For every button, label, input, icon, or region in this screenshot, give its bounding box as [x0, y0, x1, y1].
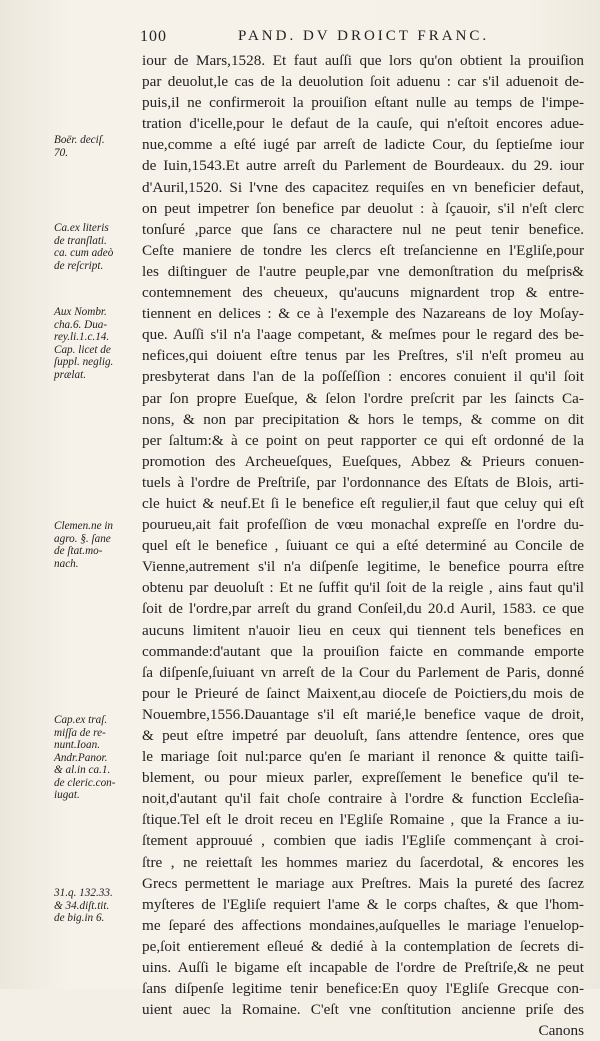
margin-note-line: cha.6. Dua-	[54, 318, 108, 331]
margin-note-line: agro. §. ſane	[54, 532, 111, 545]
margin-note-line: 70.	[54, 146, 68, 159]
margin-note-line: de ſtat.mo-	[54, 545, 103, 557]
margin-note-line: prælat.	[54, 368, 87, 381]
text-line: contemnement des cheueux, qu'aucuns mignardent trop & entre-	[142, 284, 584, 302]
margin-note-line: rey.li.1.c.14.	[54, 331, 110, 343]
text-line: par deuolut,le cas de la deuolution ſoit aduenu : car s'il aduenoit de-	[142, 73, 584, 91]
text-line: que. Auſſi s'il n'a l'aage competant, & meſmes pour le regard des be-	[142, 326, 584, 344]
text-line: par ſon propre Eueſque, & ſelon l'ordre preſcrit par les ſaincts Ca-	[142, 389, 584, 407]
body-text	[142, 50, 584, 1041]
text-line: iour de Mars,1528. Et faut auſſi que lors qu'on obtient la prouiſion	[142, 52, 584, 69]
text-line: on peut impetrer ſon benefice par deuolut : à ſçauoir, s'il n'eſt clerc	[142, 199, 584, 217]
text-line: tiennent en delices : & ce à l'exemple des Nazareans de loy Moſay-	[142, 305, 584, 323]
margin-note-line: Cap.ex traſ.	[54, 714, 108, 726]
text-line: ſans diſpenſe legitime tenir benefice:En quoy l'Egliſe Grecque con-	[142, 980, 584, 998]
text-line: me ſeparé des affections mondaines,auſquelles le mariage l'enuelop-	[142, 916, 584, 934]
text-line: presbyterat dans l'an de la poſſeſſion : encores conuient il qu'il ſoit	[142, 368, 584, 386]
margin-note-boer	[54, 134, 140, 159]
text-line: tration d'icelle,pour le defaut de la cauſe, qui n'eſtoit encores adue-	[142, 115, 584, 133]
text-line: cle huict & neuf.Et ſi le benefice eſt regulier,il faut que celuy qui eſt	[142, 494, 584, 512]
text-line: & peut eſtre impetré par deuoluſt, ſans attendre ſentence, ores que	[142, 727, 584, 744]
text-line: Nouembre,1556.Dauantage s'il eſt marié,le benefice vaque de droit,	[142, 705, 584, 723]
margin-note-line: de reſcript.	[54, 259, 104, 272]
text-line: d'Auril,1520. Si l'vne des capacitez requiſes en vn beneficier defaut,	[142, 178, 584, 196]
text-line: obtenu par deuoluſt : Et ne ſuffit qu'il ſoit de la reigle , ains faut qu'il	[142, 579, 584, 597]
margin-note-line: & al.in ca.1.	[54, 764, 111, 776]
margin-note-ca-ex-literis	[54, 222, 140, 272]
text-line: de Iuin,1543.Et autre arreſt du Parlement de Bourdeaux. du 29. iour	[142, 157, 584, 175]
text-line: ſtique.Tel eſt le droit receu en l'Egliſe Romaine , que la France a iu-	[142, 811, 584, 829]
text-line: tuels à l'ordre de Preſtriſe, par l'ordonnance des Eſtats de Blois, arti-	[142, 473, 584, 491]
text-line: noit,d'autant qu'il fait choſe contraire à l'ordre & function Eccleſia-	[142, 790, 584, 808]
margin-note-line: de cleric.con-	[54, 776, 116, 789]
margin-note-line: nach.	[54, 557, 79, 570]
margin-note-31-q	[54, 887, 140, 925]
text-line: pour le Prieuré de ſainct Maixent,au dioceſe de Poictiers,du mois de	[142, 684, 584, 702]
page-number: 100	[140, 28, 167, 45]
margin-note-line: Cap. licet de	[54, 343, 111, 356]
margin-note-line: Ca.ex literis	[54, 222, 109, 234]
margin-note-line: nunt.Ioan.	[54, 739, 100, 751]
margin-note-line: Clemen.ne in	[54, 520, 114, 532]
margin-note-line: de big.in 6.	[54, 912, 105, 924]
text-line: ſoit de l'ordre,par arreſt du grand Conſeil,du 20.d Auril, 1583. ce que	[142, 600, 584, 618]
margin-note-line: 31.q. 132.33.	[54, 887, 113, 899]
text-line: puis,il ne confirmeroit la prouiſion eſtant nulle au temps de l'impe-	[142, 94, 584, 112]
margin-note-line: ſuppl. neglig.	[54, 356, 114, 368]
text-line: per ſaltum:& à ce point on peut rapporter ce qui eſt ordonné de la	[142, 431, 584, 449]
text-line: le mariage ſoit nul:parce qu'en ſe mariant il renonce & quitte taiſi-	[142, 748, 584, 766]
text-line: blement, ou pour mieux parler, expreſſement le benefice qu'il te-	[142, 769, 584, 787]
text-line: les diſtinguer de l'autre peuple,par vne demonſtration du meſpris&	[142, 262, 584, 280]
margin-note-line: Andr.Panor.	[54, 751, 108, 764]
text-line: tonſuré ,parce que ſans ce charactere nul ne peut tenir benefice.	[142, 220, 584, 238]
text-line: pe,ſoit entierement eſleué & dedié à la contemplation de ſecrets di-	[142, 937, 584, 955]
margin-note-line: de tranſlati.	[54, 234, 107, 247]
text-line: pourueu,ait fait profeſſion de vœu monachal expreſſe en l'ordre du-	[142, 516, 584, 534]
text-line: nefices,qui doiuent eſtre tenus par les Preſtres, s'il n'eſt promeu au	[142, 347, 584, 365]
text-line: uins. Auſſi le bigame eſt incapable de l'ordre de Preſtriſe,& ne peut	[142, 959, 584, 977]
page-header	[140, 28, 580, 50]
text-line: commande:d'autant que la prouiſion faicte en commande emporte	[142, 642, 584, 660]
text-line: ſtre , ne reiettaſt les hommes mariez du ſacerdotal, & encores les	[142, 853, 584, 871]
margin-note-line: iugat.	[54, 789, 80, 801]
text-line: nons, & non par precipitation & hors le temps, & comme on dit	[142, 410, 584, 428]
text-line: Canons	[538, 1022, 584, 1040]
text-line: Vienne,autrement s'il n'a diſpenſe legitime, le benefice pourra eſtre	[142, 558, 584, 576]
margin-note-line: ca. cum adeò	[54, 247, 114, 259]
margin-note-line: Aux Nombr.	[54, 306, 107, 318]
margin-note-line: Boër. deciſ.	[54, 134, 105, 146]
text-line: uient auec la Romaine. C'eſt vne conſtitution ancienne priſe des	[142, 1001, 584, 1019]
text-line: Ceſte maniere de tondre les clercs eſt treſancienne en l'Egliſe,pour	[142, 241, 584, 259]
text-line: quel eſt le benefice , ſuiuant ce qui a eſté determiné au Concile de	[142, 537, 584, 555]
text-line: myſteres de l'Egliſe requiert l'ame & le corps chaſtes, & que l'hom-	[142, 895, 584, 913]
text-line: ſa diſpenſe,ſuiuant vn arreſt de la Cour du Parlement de Paris, donné	[142, 663, 584, 681]
margin-note-cap-ex-trans	[54, 714, 140, 802]
margin-note-clemen	[54, 520, 140, 570]
text-line: ſtement approuué , combien que iadis l'Egliſe commençant à croi-	[142, 832, 584, 850]
text-line: promotion des Archeueſques, Eueſques, Abbez & Prieurs conuen-	[142, 452, 584, 470]
text-line: aucuns limitent n'auoir lieu en ceux qui tiennent tels benefices en	[142, 621, 584, 639]
text-line: nue,comme a eſté iugé par arreſt de ladicte Cour, du ſeptieſme iour	[142, 136, 584, 154]
text-line: Grecs permettent le mariage aux Preſtres. Mais la pureté des ſacrez	[142, 874, 584, 892]
margin-note-aux-nombr	[54, 306, 140, 381]
running-title: PAND. DV DROICT FRANC.	[238, 28, 490, 44]
margin-note-line: & 34.diſt.tit.	[54, 899, 110, 912]
margin-note-line: miſſa de re-	[54, 726, 106, 739]
